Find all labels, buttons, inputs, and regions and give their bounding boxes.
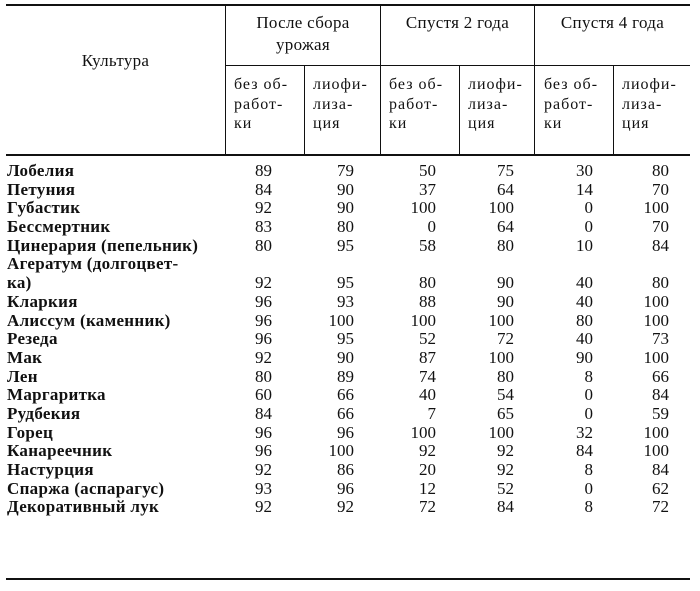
table-cell: 52 xyxy=(497,478,514,498)
table-cell: 70 xyxy=(652,179,669,199)
table-cell: 95 xyxy=(337,329,354,349)
table-cell: 92 xyxy=(255,347,272,367)
group-header-after-2-years: Спустя 2 года xyxy=(405,13,510,32)
table-cell: 79 xyxy=(337,161,354,180)
table-row xyxy=(0,199,700,218)
table-cell: 88 xyxy=(419,291,436,311)
column-divider xyxy=(304,66,305,155)
culture-name: Спаржа (аспарагус) xyxy=(7,478,165,498)
table-cell: 100 xyxy=(488,310,514,330)
culture-name: Лен xyxy=(7,366,38,386)
culture-name: Маргаритка xyxy=(7,385,106,405)
culture-name: Рудбекия xyxy=(7,403,81,423)
table-row xyxy=(0,293,700,312)
table-body xyxy=(0,162,700,517)
table-cell: 92 xyxy=(337,497,354,517)
table-cell: 0 xyxy=(584,198,593,218)
culture-name: Лобелия xyxy=(7,161,75,180)
subheader-untreated: без об- работ- ки xyxy=(544,76,599,132)
table-cell: 90 xyxy=(337,179,354,199)
culture-name: Мак xyxy=(7,347,43,367)
table-cell: 0 xyxy=(427,217,436,237)
table-cell: 100 xyxy=(643,441,669,461)
table-cell: 93 xyxy=(255,478,272,498)
table-cell: 80 xyxy=(497,235,514,255)
table-cell: 84 xyxy=(255,403,272,423)
table-cell: 8 xyxy=(584,460,593,480)
table-cell: 80 xyxy=(576,310,593,330)
table-cell: 30 xyxy=(576,161,593,180)
culture-name: Агератум (долгоцвет- ка) xyxy=(7,254,179,293)
table-cell: 89 xyxy=(337,366,354,386)
group-header-after-4-years: Спустя 4 года xyxy=(560,13,665,32)
table-cell: 66 xyxy=(652,366,669,386)
table-cell: 80 xyxy=(497,366,514,386)
table-cell: 90 xyxy=(497,273,514,293)
subheader-untreated: без об- работ- ки xyxy=(389,76,444,132)
table-cell: 8 xyxy=(584,366,593,386)
table-cell: 90 xyxy=(337,198,354,218)
culture-name: Петуния xyxy=(7,179,76,199)
group-rule xyxy=(226,65,690,66)
culture-name: Бессмертник xyxy=(7,217,111,237)
table-cell: 66 xyxy=(337,403,354,423)
culture-name: Канареечник xyxy=(7,441,113,461)
culture-name: Горец xyxy=(7,422,54,442)
table-cell: 72 xyxy=(652,497,669,517)
table-cell: 96 xyxy=(255,291,272,311)
subheader-lyophilization: лиофи- лиза- ция xyxy=(468,76,523,132)
table-cell: 92 xyxy=(497,460,514,480)
table-row xyxy=(0,237,700,256)
table-cell: 100 xyxy=(488,422,514,442)
culture-name: Губастик xyxy=(7,198,81,218)
table-row xyxy=(0,162,700,181)
table-cell: 62 xyxy=(652,478,669,498)
table-cell: 100 xyxy=(643,422,669,442)
table-cell: 84 xyxy=(652,385,669,405)
table-cell: 54 xyxy=(497,385,514,405)
table-cell: 92 xyxy=(255,460,272,480)
table-row xyxy=(0,424,700,443)
table-cell: 84 xyxy=(576,441,593,461)
table-cell: 40 xyxy=(576,329,593,349)
table-cell: 96 xyxy=(255,422,272,442)
table-cell: 70 xyxy=(652,217,669,237)
table-cell: 92 xyxy=(497,441,514,461)
table-cell: 32 xyxy=(576,422,593,442)
table-cell: 64 xyxy=(497,217,514,237)
table-row xyxy=(0,498,700,517)
table-cell: 100 xyxy=(488,198,514,218)
table-row xyxy=(0,255,700,292)
top-rule xyxy=(6,4,690,6)
column-divider xyxy=(459,66,460,155)
table-cell: 90 xyxy=(576,347,593,367)
table-cell: 92 xyxy=(255,497,272,517)
table-cell: 40 xyxy=(576,273,593,293)
culture-name: Кларкия xyxy=(7,291,78,311)
table-cell: 59 xyxy=(652,403,669,423)
table-cell: 84 xyxy=(652,235,669,255)
table-cell: 93 xyxy=(337,291,354,311)
table-cell: 80 xyxy=(652,273,669,293)
table-cell: 96 xyxy=(255,310,272,330)
table-cell: 58 xyxy=(419,235,436,255)
table-cell: 65 xyxy=(497,403,514,423)
culture-name: Цинерария (пепельник) xyxy=(7,235,199,255)
table-cell: 84 xyxy=(255,179,272,199)
table-cell: 83 xyxy=(255,217,272,237)
table-cell: 92 xyxy=(255,273,272,293)
table-cell: 86 xyxy=(337,460,354,480)
culture-name: Декоративный лук xyxy=(7,497,160,517)
table-cell: 80 xyxy=(419,273,436,293)
table-cell: 100 xyxy=(643,291,669,311)
table-cell: 20 xyxy=(419,460,436,480)
table-cell: 72 xyxy=(419,497,436,517)
table-cell: 10 xyxy=(576,235,593,255)
table-row xyxy=(0,181,700,200)
bottom-rule xyxy=(6,578,690,580)
table-cell: 80 xyxy=(255,235,272,255)
table-cell: 90 xyxy=(337,347,354,367)
table-cell: 95 xyxy=(337,235,354,255)
table-cell: 100 xyxy=(328,310,354,330)
column-divider xyxy=(613,66,614,155)
table-cell: 80 xyxy=(337,217,354,237)
table-cell: 66 xyxy=(337,385,354,405)
subheader-untreated: без об- работ- ки xyxy=(234,76,289,132)
group-header-after-harvest: После сбора урожая xyxy=(256,13,350,54)
table-row xyxy=(0,312,700,331)
table-cell: 50 xyxy=(419,161,436,180)
subheader-lyophilization: лиофи- лиза- ция xyxy=(622,76,677,132)
table-row xyxy=(0,405,700,424)
subheader-lyophilization: лиофи- лиза- ция xyxy=(313,76,368,132)
table-cell: 74 xyxy=(419,366,436,386)
table-cell: 73 xyxy=(652,329,669,349)
table-cell: 96 xyxy=(337,422,354,442)
table-cell: 12 xyxy=(419,478,436,498)
culture-name: Алиссум (каменник) xyxy=(7,310,171,330)
culture-header: Культура xyxy=(81,51,150,70)
table-cell: 92 xyxy=(255,198,272,218)
table-cell: 96 xyxy=(337,478,354,498)
table-cell: 40 xyxy=(576,291,593,311)
table-cell: 100 xyxy=(410,310,436,330)
table-cell: 100 xyxy=(643,347,669,367)
table-cell: 64 xyxy=(497,179,514,199)
table-cell: 14 xyxy=(576,179,593,199)
table-row xyxy=(0,442,700,461)
table-cell: 52 xyxy=(419,329,436,349)
table-row xyxy=(0,368,700,387)
table-cell: 75 xyxy=(497,161,514,180)
table-cell: 100 xyxy=(643,198,669,218)
table-row xyxy=(0,461,700,480)
table-cell: 0 xyxy=(584,478,593,498)
table-cell: 96 xyxy=(255,441,272,461)
culture-name: Настурция xyxy=(7,460,94,480)
header-bottom-rule xyxy=(6,154,690,156)
table-cell: 80 xyxy=(255,366,272,386)
table-cell: 7 xyxy=(427,403,436,423)
table-cell: 95 xyxy=(337,273,354,293)
table-cell: 80 xyxy=(652,161,669,180)
table-row xyxy=(0,349,700,368)
table-row xyxy=(0,330,700,349)
table-cell: 84 xyxy=(652,460,669,480)
table-cell: 37 xyxy=(419,179,436,199)
table-row xyxy=(0,480,700,499)
table-cell: 100 xyxy=(410,422,436,442)
table-cell: 84 xyxy=(497,497,514,517)
table-cell: 100 xyxy=(643,310,669,330)
table-row xyxy=(0,386,700,405)
table-cell: 0 xyxy=(584,217,593,237)
culture-name: Резеда xyxy=(7,329,58,349)
table-cell: 100 xyxy=(488,347,514,367)
table-cell: 90 xyxy=(497,291,514,311)
table-cell: 40 xyxy=(419,385,436,405)
table-cell: 96 xyxy=(255,329,272,349)
table-cell: 100 xyxy=(328,441,354,461)
table-cell: 87 xyxy=(419,347,436,367)
table-cell: 0 xyxy=(584,385,593,405)
table-cell: 89 xyxy=(255,161,272,180)
table-cell: 72 xyxy=(497,329,514,349)
table-cell: 8 xyxy=(584,497,593,517)
table-cell: 0 xyxy=(584,403,593,423)
table-cell: 92 xyxy=(419,441,436,461)
table-row xyxy=(0,218,700,237)
table-cell: 100 xyxy=(410,198,436,218)
table-cell: 60 xyxy=(255,385,272,405)
